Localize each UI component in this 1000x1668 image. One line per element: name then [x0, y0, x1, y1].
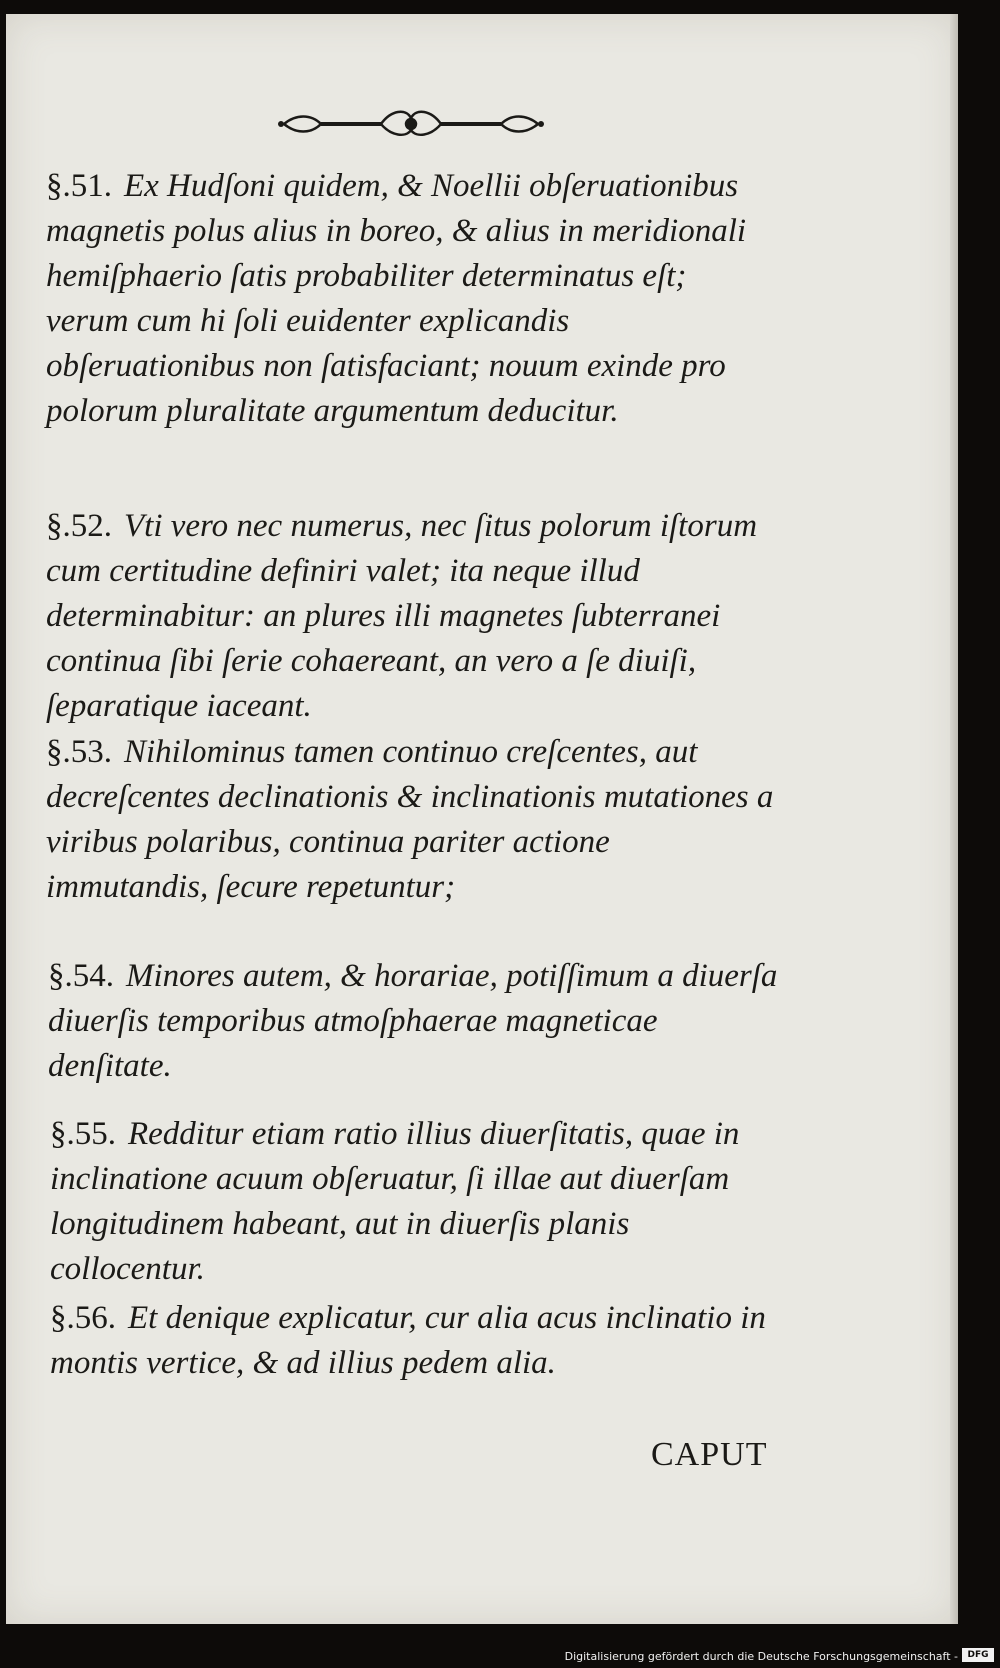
book-page — [6, 14, 958, 1624]
paragraph-text: Ex Hudſoni quidem, & Noellii obſeruationibus magnetis polus alius in boreo, & alius in meridionali hemiſphaerio ſatis probabiliter determinatus eſt; verum cum hi ſoli euidenter explicandis obſeruationibus non ſatisfaciant; nouum exinde pro polorum pluralitate argumentum deducitur. — [46, 168, 747, 429]
dfg-logo-badge: DFG — [962, 1648, 994, 1662]
paragraph-text: Nihilominus tamen continuo creſcentes, aut decreſcentes declinationis & inclinationis mutationes a viribus polaribus, continua pariter actione immutandis, ſecure repetuntur; — [46, 734, 774, 905]
paragraph-text: Redditur etiam ratio illius diuerſitatis, quae in inclinatione acuum obſeruatur, ſi illae aut diuerſam longitudinem habeant, aut in diuerſis planis collocentur. — [50, 1116, 740, 1287]
section-number: §.52. — [46, 508, 112, 544]
paragraph-text: Vti vero nec numerus, nec ſitus polorum iſtorum cum certitudine definiri valet; ita neque illud determinabitur: an plures illi magnetes ſubterranei continua ſibi ſerie cohaereant, an vero a ſe diuiſi, ſeparatique iaceant. — [46, 508, 758, 724]
section-number: §.53. — [46, 734, 112, 770]
printer-ornament-icon — [276, 106, 546, 142]
paragraph-55 — [50, 1112, 780, 1292]
section-number: §.55. — [50, 1116, 116, 1152]
paragraph-51 — [46, 164, 776, 434]
section-number: §.51. — [46, 168, 112, 204]
paragraph-53 — [46, 730, 776, 910]
catchword: CAPUT — [651, 1436, 768, 1473]
section-number: §.56. — [50, 1300, 116, 1336]
paragraph-54 — [48, 954, 778, 1089]
funding-credit: Digitalisierung gefördert durch die Deutsche Forschungsgemeinschaft - — [564, 1650, 958, 1663]
paragraph-56 — [50, 1296, 780, 1386]
paragraph-text: Et denique explicatur, cur alia acus inclinatio in montis vertice, & ad illius pedem alia. — [50, 1300, 766, 1381]
paragraph-text: Minores autem, & horariae, potiſſimum a diuerſa diuerſis temporibus atmoſphaerae magneticae denſitate. — [48, 958, 778, 1084]
page-edge — [950, 14, 958, 1624]
section-number: §.54. — [48, 958, 114, 994]
paragraph-52 — [46, 504, 776, 729]
